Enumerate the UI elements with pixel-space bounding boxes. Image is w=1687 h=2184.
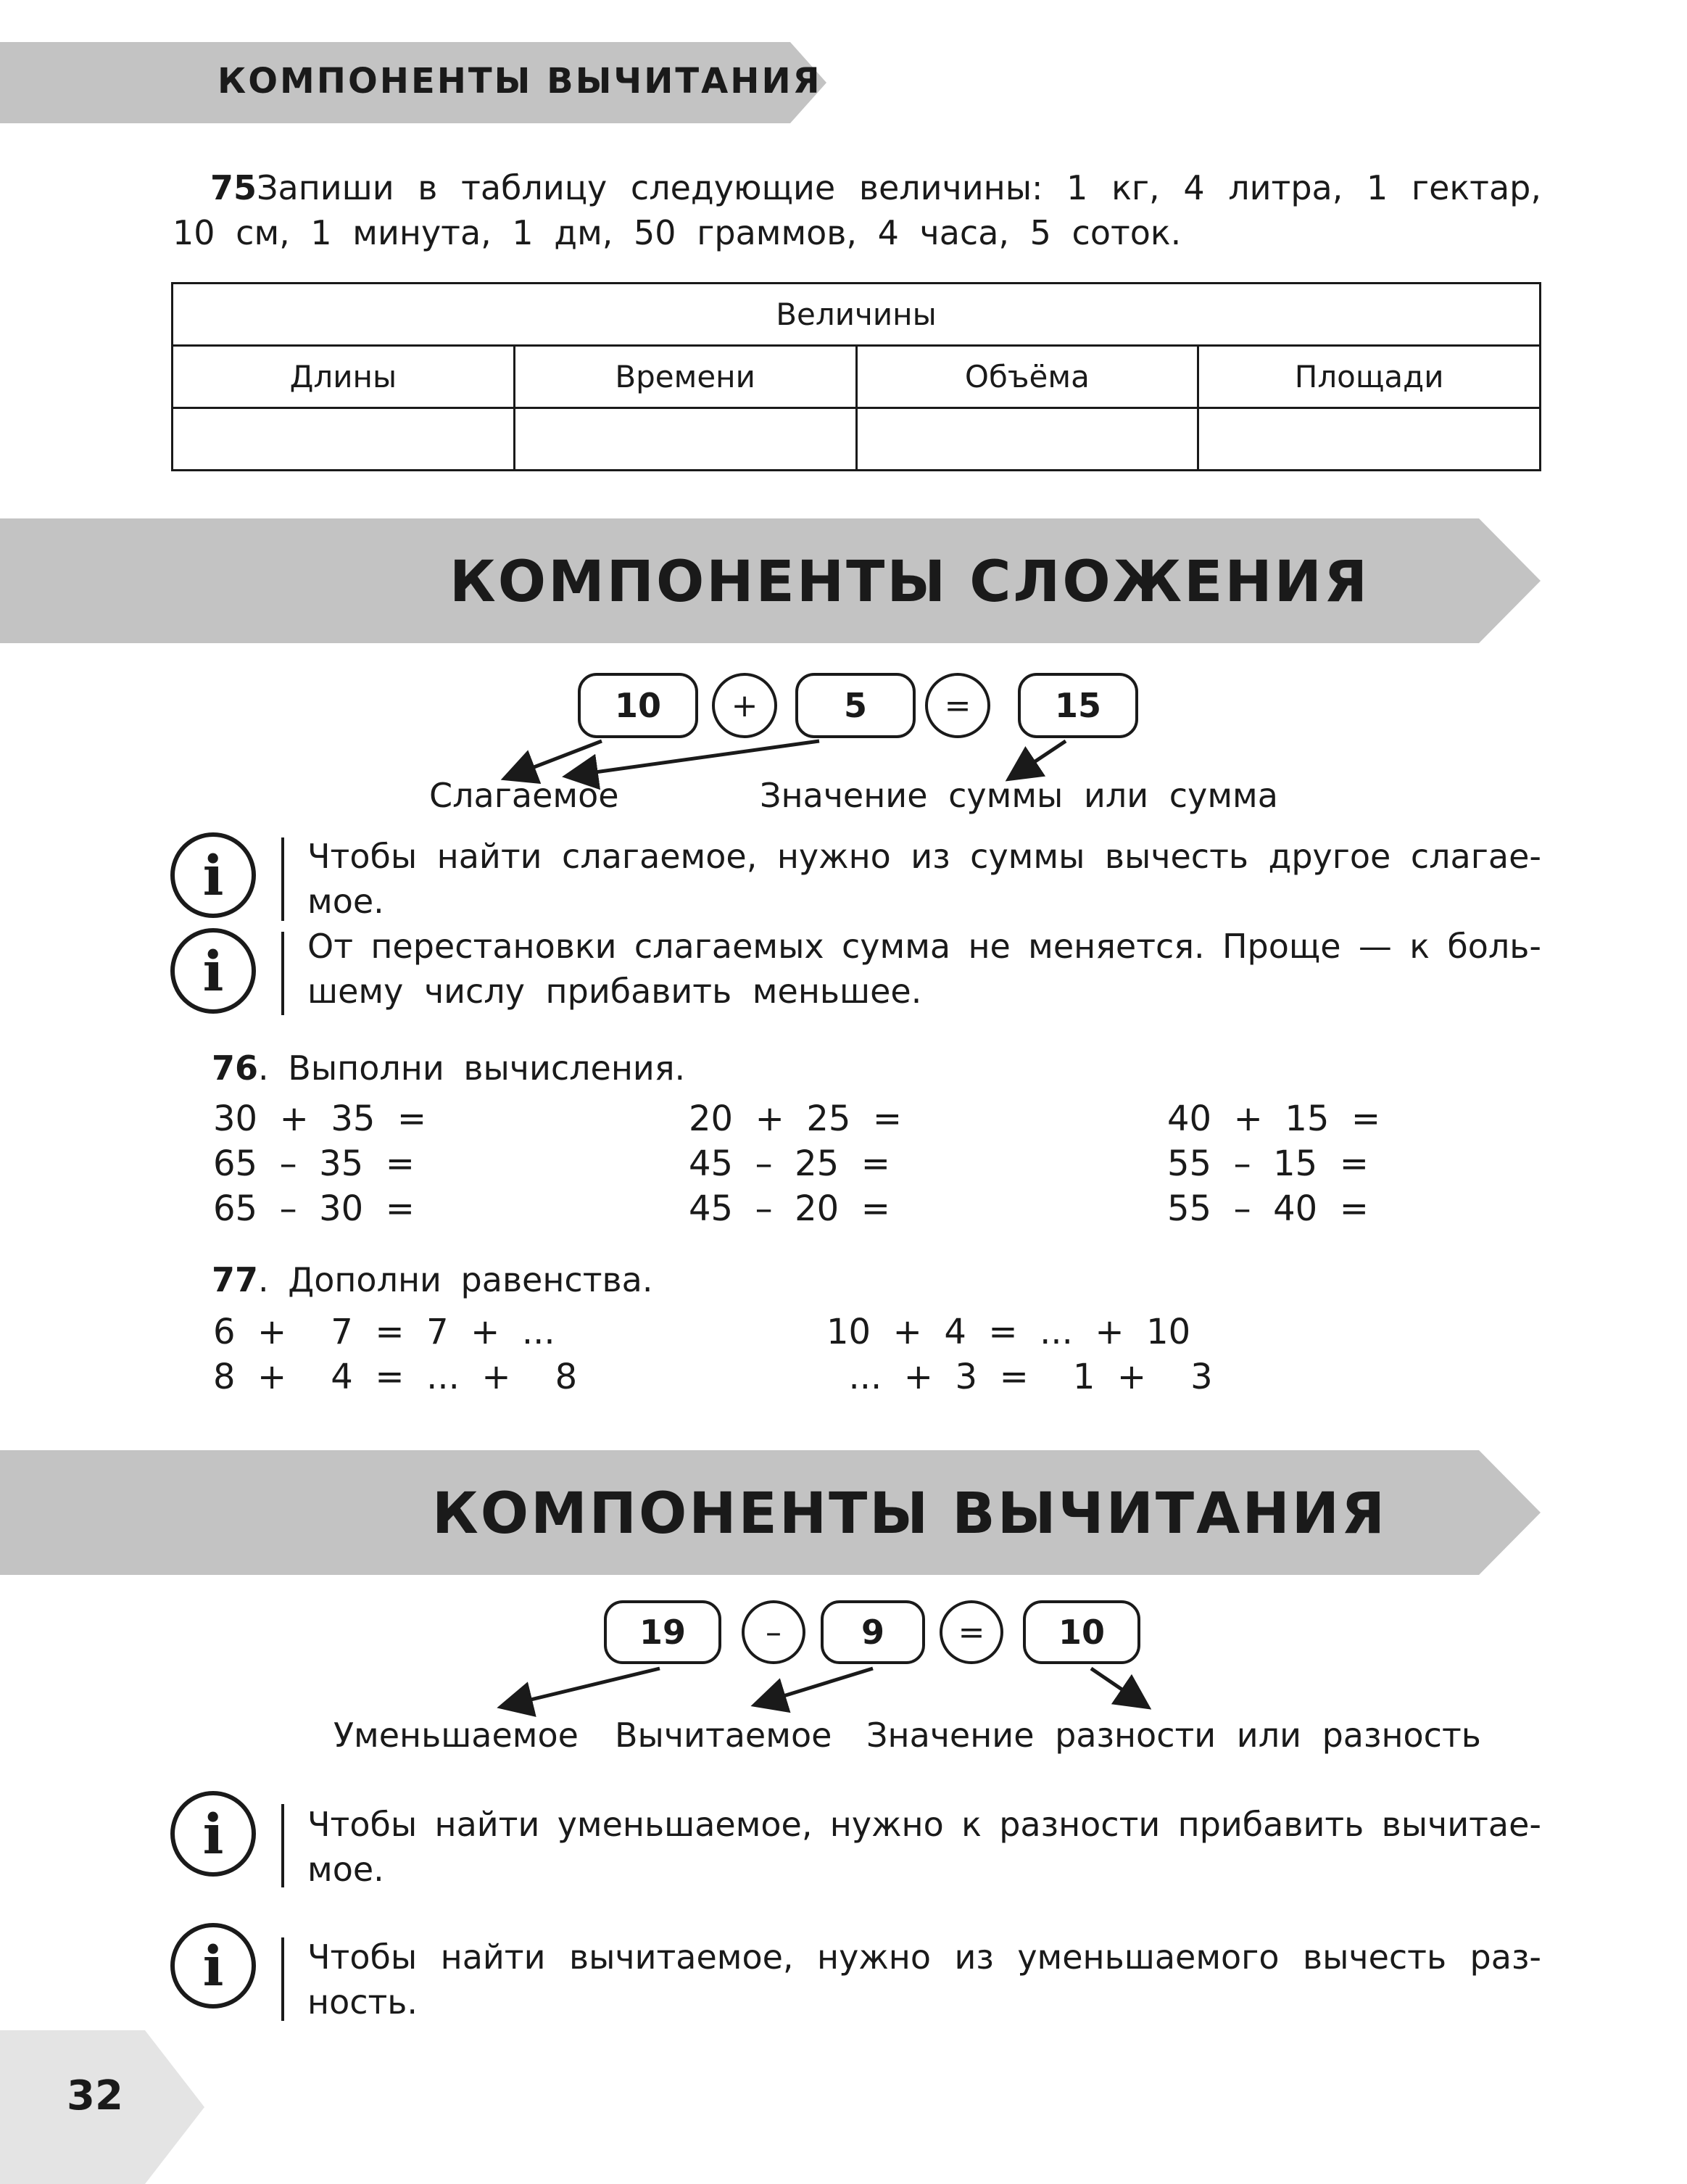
subtraction-rule1-line2: мое.: [307, 1850, 384, 1889]
equals-sign: =: [925, 673, 990, 738]
task77-heading: 77. Дополни равенства.: [212, 1260, 653, 1299]
task77-right-row2: ... + 3 = 1 + 3: [826, 1357, 1213, 1397]
task77-right-row1: 10 + 4 = ... + 10: [826, 1312, 1191, 1352]
sum-box: 15: [1018, 673, 1138, 738]
info-divider: [281, 1937, 284, 2021]
column-volume: Объёма: [856, 346, 1198, 408]
task76-heading: 76. Выполни вычисления.: [212, 1048, 686, 1088]
subtrahend-box: 9: [821, 1600, 925, 1664]
minuend-label: Уменьшаемое: [333, 1716, 579, 1755]
task75-line2: 10 см, 1 минута, 1 дм, 50 граммов, 4 часа, 5 соток.: [173, 213, 1182, 252]
header-title: КОМПОНЕНТЫ ВЫЧИТАНИЯ: [217, 61, 822, 102]
task76-col1-row1: 30 + 35 =: [213, 1099, 427, 1139]
task76-col3-row2: 55 – 15 =: [1167, 1143, 1369, 1184]
info-icon: i: [170, 1791, 256, 1877]
info-icon: i: [170, 832, 256, 918]
subtraction-rule2-line2: ность.: [307, 1982, 418, 2022]
task75-number: 75: [210, 168, 257, 207]
info-icon: i: [170, 1923, 256, 2009]
sum-label: Значение суммы или сумма: [760, 776, 1278, 815]
task75-line1: 75Запиши в таблицу следующие величины: 1 кг, 4 литра, 1 гектар,: [210, 168, 1541, 207]
addition-rule2-line2: шему числу прибавить меньшее.: [307, 972, 922, 1011]
task76-col3-row1: 40 + 15 =: [1167, 1099, 1381, 1139]
task76-col1-row2: 65 – 35 =: [213, 1143, 415, 1184]
column-time: Времени: [514, 346, 856, 408]
difference-label: Значение разности или разность: [866, 1716, 1481, 1755]
addition-rule1-line1: Чтобы найти слагаемое, нужно из суммы вычесть другое слагае-: [307, 837, 1541, 876]
task76-number: 76: [212, 1048, 259, 1088]
page-number: 32: [67, 2072, 123, 2119]
subtraction-rule1-line1: Чтобы найти уменьшаемое, нужно к разности прибавить вычитае-: [307, 1805, 1541, 1844]
addition-title: КОМПОНЕНТЫ СЛОЖЕНИЯ: [449, 550, 1370, 615]
info-icon: i: [170, 928, 256, 1014]
task76-col2-row2: 45 – 25 =: [689, 1143, 890, 1184]
minuend-box: 19: [604, 1600, 721, 1664]
info-divider: [281, 932, 284, 1015]
task76-col3-row3: 55 – 40 =: [1167, 1188, 1369, 1229]
addend-label: Слагаемое: [429, 776, 619, 815]
info-divider: [281, 837, 284, 921]
info-divider: [281, 1804, 284, 1887]
task76-col1-row3: 65 – 30 =: [213, 1188, 415, 1229]
subtraction-rule2-line1: Чтобы найти вычитаемое, нужно из уменьшаемого вычесть раз-: [307, 1937, 1541, 1977]
task77-left-row2: 8 + 4 = ... + 8: [213, 1357, 578, 1397]
quantities-table-header: Величины: [173, 284, 1541, 346]
equals-sign: =: [940, 1600, 1003, 1664]
addition-arrows: [0, 0, 1687, 870]
column-length: Длины: [173, 346, 515, 408]
addition-rule1-line2: мое.: [307, 882, 384, 921]
addend-a-box: 10: [578, 673, 698, 738]
difference-box: 10: [1023, 1600, 1140, 1664]
column-area: Площади: [1198, 346, 1541, 408]
task76-col2-row3: 45 – 20 =: [689, 1188, 890, 1229]
task77-left-row1: 6 + 7 = 7 + ...: [213, 1312, 555, 1352]
subtraction-title: КОМПОНЕНТЫ ВЫЧИТАНИЯ: [432, 1481, 1388, 1547]
addend-b-box: 5: [795, 673, 916, 738]
plus-sign: +: [712, 673, 777, 738]
task76-col2-row1: 20 + 25 =: [689, 1099, 903, 1139]
task77-number: 77: [212, 1260, 259, 1299]
minus-sign: –: [742, 1600, 805, 1664]
addition-rule2-line1: От перестановки слагаемых сумма не меняется. Проще — к боль-: [307, 927, 1541, 966]
subtrahend-label: Вычитаемое: [615, 1716, 832, 1755]
